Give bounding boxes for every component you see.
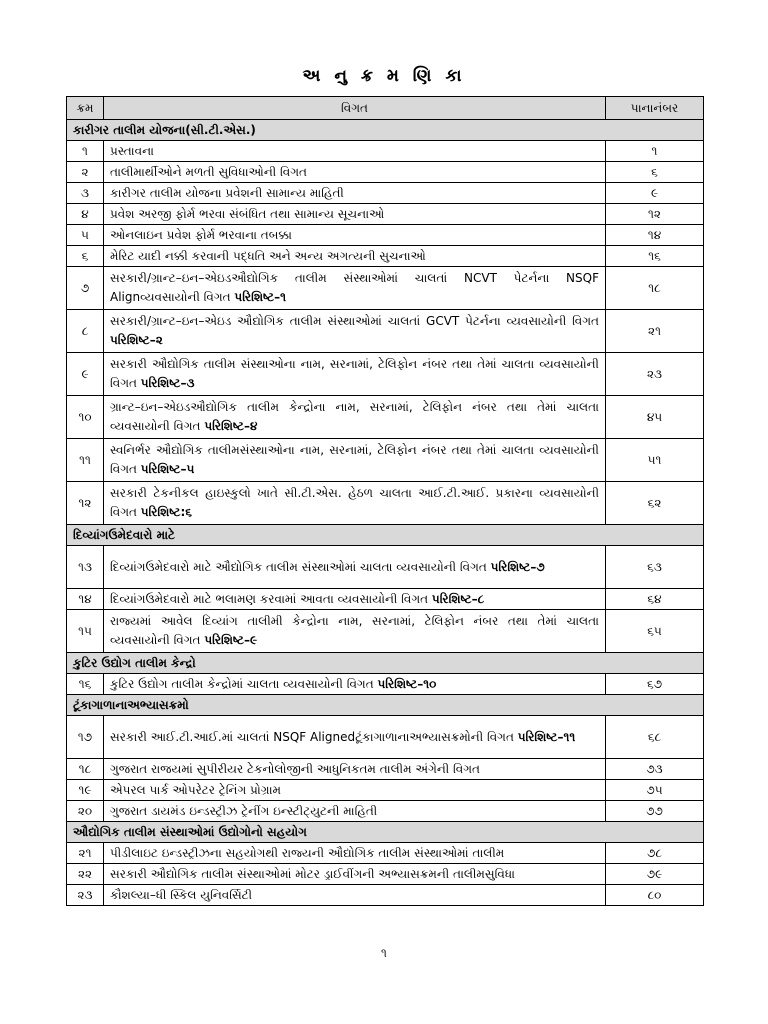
appendix-ref: પરિશિષ્ટ–૫: [140, 462, 195, 476]
col-header-desc: વિગત: [104, 97, 606, 120]
table-row: [67, 246, 704, 267]
row-number: ૪: [67, 204, 104, 225]
row-number: ૧૩: [67, 546, 104, 589]
row-number: ૩: [67, 183, 104, 204]
table-row: [67, 162, 704, 183]
row-text: ગુજરાત ડાયમંડ ઇન્ડસ્ટ્રીઝ ટ્રેનીંગ ઇન્સ્ટીટ્યુટની માહિતી: [110, 803, 378, 818]
row-number: ૬: [67, 246, 104, 267]
row-text: સરકારી આઈ.ટી.આઈ.માં ચાલતાં NSQF Alignedટૂંકાગાળાનાઅભ્યાસક્રમોની વિગત: [110, 729, 518, 744]
appendix-ref: પરિશિષ્ટ:૬: [140, 505, 192, 519]
row-number: ૭: [67, 267, 104, 310]
row-text: પ્રસ્તાવના: [110, 143, 154, 158]
header-row: [67, 97, 704, 120]
row-text: તાલીમાર્થીઓને મળતી સુવિધાઓની વિગત: [110, 164, 307, 179]
col-header-num: ક્રમ: [67, 97, 104, 120]
section-heading-row: [67, 822, 704, 843]
row-description: [104, 482, 606, 525]
row-text: કૌશલ્યા–ધી સ્કિલ યુનિવર્સિટી: [110, 887, 253, 902]
row-text: રાજ્યમાં આવેલ દિવ્યાંગ તાલીમી કેન્દ્રોના નામ, સરનામાં, ટેલિફોન નંબર તથા તેમાં ચાલતા વ્યવસાયોની વિગત: [110, 614, 599, 647]
table-row: [67, 225, 704, 246]
row-description: [104, 843, 606, 864]
appendix-ref: પરિશિષ્ટ–૯: [204, 633, 258, 647]
row-description: [104, 759, 606, 780]
row-page: ૭૭: [606, 801, 704, 822]
row-number: ૧૦: [67, 396, 104, 439]
row-text: ગુજરાત રાજયમાં સુપીરીયર ટેકનોલોજીની આધુનિકતમ તાલીમ અંગેની વિગત: [110, 761, 480, 776]
row-text: મેરિટ યાદી નક્કી કરવાની પદ્ધતિ અને અન્ય અગત્યની સુચનાઓ: [110, 248, 426, 263]
row-page: ૬૪: [606, 589, 704, 610]
row-description: [104, 801, 606, 822]
row-description: [104, 141, 606, 162]
row-text: સરકારી ટેકનીકલ હાઇસ્કુલો ખાતે સી.ટી.એસ. હેઠળ ચાલતા આઈ.ટી.આઈ. પ્રકારના વ્યવસાયોની વિગત: [110, 486, 599, 519]
row-description: [104, 353, 606, 396]
appendix-ref: પરિશિષ્ટ–૨: [110, 333, 163, 347]
appendix-ref: પરિશિષ્ટ–૧૧: [517, 729, 576, 744]
section-heading: કારીગર તાલીમ યોજના(સી.ટી.એસ.): [67, 120, 704, 141]
table-row: [67, 141, 704, 162]
table-row: [67, 546, 704, 589]
row-text: કુટિર ઉદ્યોગ તાલીમ કેન્દ્રોમાં ચાલતા વ્યવસાયોની વિગત: [110, 676, 378, 691]
row-page: ૬૮: [606, 716, 704, 759]
appendix-ref: પરિશિષ્ટ–૮: [431, 591, 485, 606]
row-description: [104, 716, 606, 759]
page-title: અ નુ ક્ર મ ણિ કા: [302, 66, 466, 86]
row-page: ૧૮: [606, 267, 704, 310]
row-page: ૫૧: [606, 439, 704, 482]
col-header-page: પાનાનંબર: [606, 97, 704, 120]
table-row: [67, 183, 704, 204]
section-heading-row: [67, 525, 704, 546]
table-row: [67, 482, 704, 525]
row-page: ૮૦: [606, 885, 704, 906]
table-row: [67, 885, 704, 906]
table-row: [67, 396, 704, 439]
row-page: ૨૩: [606, 353, 704, 396]
row-page: ૬૫: [606, 610, 704, 653]
row-page: ૭૯: [606, 864, 704, 885]
appendix-ref: પરિશિષ્ટ–૧: [234, 290, 287, 304]
appendix-ref: પરિશિષ્ટ–૪: [204, 419, 258, 433]
row-text: કારીગર તાલીમ યોજના પ્રવેશની સામાન્ય માહિતી: [110, 185, 344, 200]
row-page: ૬૩: [606, 546, 704, 589]
table-row: [67, 439, 704, 482]
section-heading-row: [67, 695, 704, 716]
row-page: ૭૫: [606, 780, 704, 801]
table-row: [67, 759, 704, 780]
table-row: [67, 801, 704, 822]
row-description: [104, 780, 606, 801]
section-heading: દિવ્યાંગઉમેદવારો માટે: [67, 525, 704, 546]
row-number: ૨૦: [67, 801, 104, 822]
section-heading-row: [67, 653, 704, 674]
section-heading: કુટિર ઉદ્યોગ તાલીમ કેન્દ્રો: [67, 653, 704, 674]
row-description: [104, 267, 606, 310]
row-page: ૭૩: [606, 759, 704, 780]
row-page: ૬૨: [606, 482, 704, 525]
table-row: [67, 310, 704, 353]
row-text: એપરલ પાર્ક ઓપરેટર ટ્રેનિંગ પ્રોગ્રામ: [110, 782, 281, 797]
row-description: [104, 546, 606, 589]
row-page: ૧: [606, 141, 704, 162]
row-description: [104, 204, 606, 225]
row-page: ૧૪: [606, 225, 704, 246]
row-text: સરકારી/ગ્રાન્ટ–ઇન–એઇડઔદ્યોગિક તાલીમ સંસ્થાઓમાં ચાલતાં NCVT પેટર્નના NSQF Alignવ્યવસાયોની વિગત: [110, 271, 599, 304]
toc-table: [66, 96, 704, 906]
section-heading-row: [67, 120, 704, 141]
toc-body: [67, 120, 704, 906]
table-row: [67, 716, 704, 759]
row-page: ૬૭: [606, 674, 704, 695]
row-page: ૯: [606, 183, 704, 204]
row-number: ૧૬: [67, 674, 104, 695]
row-number: ૫: [67, 225, 104, 246]
appendix-ref: પરિશિષ્ટ–૭: [490, 559, 545, 574]
table-row: [67, 843, 704, 864]
row-text: દિવ્યાંગઉમેદવારો માટે ભલામણ કરવામાં આવતા વ્યવસાયોની વિગત: [110, 591, 432, 606]
row-number: ૧: [67, 141, 104, 162]
section-heading: ઔદ્યોગિક તાલીમ સંસ્થાઓમાં ઉદ્યોગોનો સહયોગ: [67, 822, 704, 843]
row-text: ઓનલાઇન પ્રવેશ ફોર્મ ભરવાના તબક્કા: [110, 227, 292, 242]
row-text: સરકારી/ગ્રાન્ટ–ઇન–એઇડ ઔદ્યોગિક તાલીમ સંસ્થાઓમાં ચાલતાં GCVT પેટર્નના વ્યવસાયોની વિગત: [110, 314, 599, 328]
table-row: [67, 589, 704, 610]
row-number: ૧૨: [67, 482, 104, 525]
row-text: ગ્રાન્ટ–ઇન–એઇડઔદ્યોગિક તાલીમ કેન્દ્રોના નામ, સરનામાં, ટેલિફોન નંબર તથા તેમાં ચાલતા વ્યવસાયોની વિગત: [110, 400, 599, 433]
row-description: [104, 246, 606, 267]
row-description: [104, 885, 606, 906]
row-page: ૨૧: [606, 310, 704, 353]
page-number: ૧: [381, 946, 387, 960]
row-number: ૨૩: [67, 885, 104, 906]
row-number: ૯: [67, 353, 104, 396]
section-heading: ટૂંકાગાળાનાઅભ્યાસક્રમો: [67, 695, 704, 716]
row-number: ૨: [67, 162, 104, 183]
row-description: [104, 439, 606, 482]
table-row: [67, 267, 704, 310]
row-page: ૧૨: [606, 204, 704, 225]
row-text: દિવ્યાંગઉમેદવારો માટે ઔદ્યોગિક તાલીમ સંસ્થાઓમાં ચાલતા વ્યવસાયોની વિગત: [110, 559, 491, 574]
table-row: [67, 610, 704, 653]
row-description: [104, 589, 606, 610]
row-page: ૬: [606, 162, 704, 183]
row-number: ૧૫: [67, 610, 104, 653]
row-number: ૧૭: [67, 716, 104, 759]
row-text: પીડીલાઇટ ઇન્ડસ્ટ્રીઝના સહયોગથી રાજ્યની ઔદ્યોગિક તાલીમ સંસ્થાઓમાં તાલીમ: [110, 845, 505, 860]
row-description: [104, 674, 606, 695]
row-page: ૭૮: [606, 843, 704, 864]
row-text: પ્રવેશ અરજી ફોર્મ ભરવા સંબંધિત તથા સામાન્ય સૂચનાઓ: [110, 206, 385, 221]
row-description: [104, 183, 606, 204]
row-text: સરકારી ઔદ્યોગિક તાલીમ સંસ્થાઓમાં મોટર ડ્રાઈવીંગની અભ્યાસક્રમની તાલીમસુવિધા: [110, 866, 515, 881]
row-number: ૨૧: [67, 843, 104, 864]
row-number: ૨૨: [67, 864, 104, 885]
row-number: ૧૮: [67, 759, 104, 780]
row-description: [104, 610, 606, 653]
row-page: ૧૬: [606, 246, 704, 267]
row-page: ૪૫: [606, 396, 704, 439]
table-row: [67, 864, 704, 885]
row-number: ૧૧: [67, 439, 104, 482]
row-text: સરકારી ઔદ્યોગિક તાલીમ સંસ્થાઓના નામ, સરનામાં, ટેલિફોન નંબર તથા તેમાં ચાલતા વ્યવસાયોની વિગત: [110, 357, 599, 390]
row-description: [104, 225, 606, 246]
table-row: [67, 353, 704, 396]
row-number: ૧૪: [67, 589, 104, 610]
row-description: [104, 310, 606, 353]
row-number: ૮: [67, 310, 104, 353]
row-description: [104, 864, 606, 885]
table-row: [67, 780, 704, 801]
row-description: [104, 396, 606, 439]
row-description: [104, 162, 606, 183]
row-number: ૧૯: [67, 780, 104, 801]
table-row: [67, 674, 704, 695]
row-text: સ્વનિર્ભર ઔદ્યોગિક તાલીમસંસ્થાઓના નામ, સરનામાં, ટેલિફોન નંબર તથા તેમાં ચાલતા વ્યવસાયોની વિગત: [110, 443, 599, 476]
table-row: [67, 204, 704, 225]
appendix-ref: પરિશિષ્ટ–૩: [140, 376, 195, 390]
appendix-ref: પરિશિષ્ટ–૧૦: [377, 676, 437, 691]
